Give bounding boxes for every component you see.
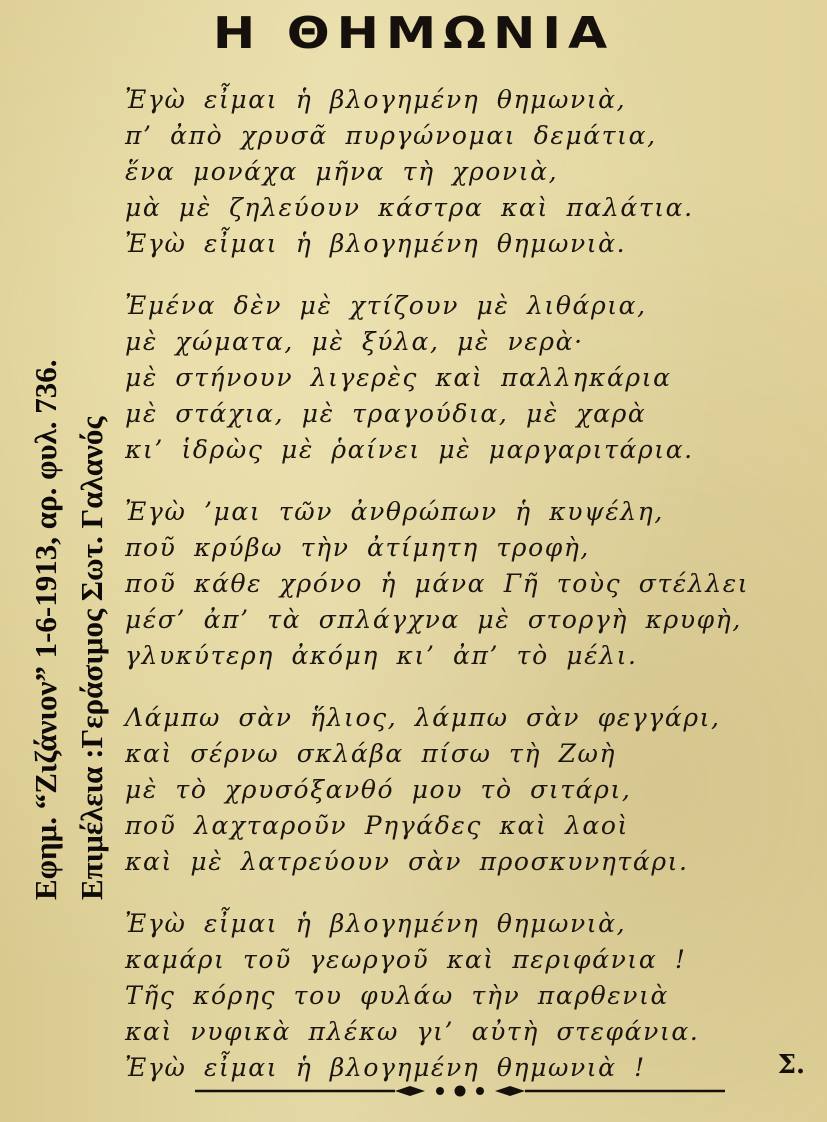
- verse-line: ποῦ κρύβω τὴν ἀτίμητη τροφὴ,: [125, 533, 590, 562]
- verse-line: γλυκύτερη ἀκόμη κι’ ἀπ’ τὸ μέλι.: [125, 641, 638, 670]
- verse-line: Ἐγὼ ’μαι τῶν ἀνθρώπων ἡ κυψέλη,: [125, 497, 664, 526]
- verse-line: ποῦ κάθε χρόνο ἡ μάνα Γῆ τοὺς στέλλει: [125, 569, 750, 598]
- verse-line: Τῆς κόρης του φυλάω τὴν παρθενιὰ: [125, 981, 669, 1010]
- verse-line: καμάρι τοῦ γεωργοῦ καὶ περιφάνια !: [125, 945, 687, 974]
- side-caption: [8, 130, 118, 900]
- stanza: [125, 700, 815, 880]
- verse-line: μὰ μὲ ζηλεύουν κάστρα καὶ παλάτια.: [125, 193, 694, 222]
- verse-line: Λάμπω σὰν ἥλιος, λάμπω σὰν φεγγάρι,: [125, 703, 721, 732]
- verse-line: ποῦ λαχταροῦν Ρηγάδες καὶ λαοὶ: [125, 811, 629, 840]
- verse-line: ἕνα μονάχα μῆνα τὴ χρονιὰ,: [125, 157, 559, 186]
- poem-title: Η ΘΗΜΩΝΙΑ: [212, 8, 615, 59]
- source-citation: Εφημ. “Ζιζάνιον” 1-6-1913, αρ. φυλ. 736.: [28, 359, 63, 900]
- verse-line: κι’ ἱδρὼς μὲ ῥαίνει μὲ μαργαριτάρια.: [125, 435, 694, 464]
- author-signature: Σ.: [777, 1050, 805, 1080]
- verse-line: μὲ τὸ χρυσόξανθό μου τὸ σιτάρι,: [125, 775, 632, 804]
- poem-body: [125, 82, 815, 1112]
- stanza: [125, 288, 815, 468]
- verse-line: Ἐγὼ εἶμαι ἡ βλογημένη θημωνιὰ,: [125, 85, 627, 114]
- stanza: [125, 906, 815, 1086]
- verse-line: Ἐγὼ εἶμαι ἡ βλογημένη θημωνιὰ.: [125, 229, 627, 258]
- verse-line: Ἐμένα δὲν μὲ χτίζουν μὲ λιθάρια,: [125, 291, 647, 320]
- verse-line: μέσ’ ἀπ’ τὰ σπλάγχνα μὲ στοργὴ κρυφὴ,: [125, 605, 742, 634]
- verse-line: μὲ στήνουν λιγερὲς καὶ παλληκάρια: [125, 363, 672, 392]
- verse-line: π’ ἀπὸ χρυσᾶ πυργώνομαι δεμάτια,: [125, 121, 657, 150]
- verse-line: μὲ χώματα, μὲ ξύλα, μὲ νερὰ·: [125, 327, 584, 356]
- ornamental-rule-icon: [195, 1080, 725, 1100]
- stanza: [125, 82, 815, 262]
- verse-line: Ἐγὼ εἶμαι ἡ βλογημένη θημωνιὰ,: [125, 909, 627, 938]
- verse-line: καὶ σέρνω σκλάβα πίσω τὴ Ζωὴ: [125, 739, 617, 768]
- editor-credit: Επιμέλεια :Γεράσιμος Σωτ. Γαλανός: [74, 416, 109, 900]
- verse-line: καὶ νυφικὰ πλέκω γι’ αὐτὴ στεφάνια.: [125, 1017, 700, 1046]
- stanza: [125, 494, 815, 674]
- verse-line: μὲ στάχια, μὲ τραγούδια, μὲ χαρὰ: [125, 399, 647, 428]
- verse-line: καὶ μὲ λατρεύουν σὰν προσκυνητάρι.: [125, 847, 689, 876]
- verse-line: Ἐγὼ εἶμαι ἡ βλογημένη θημωνιὰ !: [125, 1053, 646, 1082]
